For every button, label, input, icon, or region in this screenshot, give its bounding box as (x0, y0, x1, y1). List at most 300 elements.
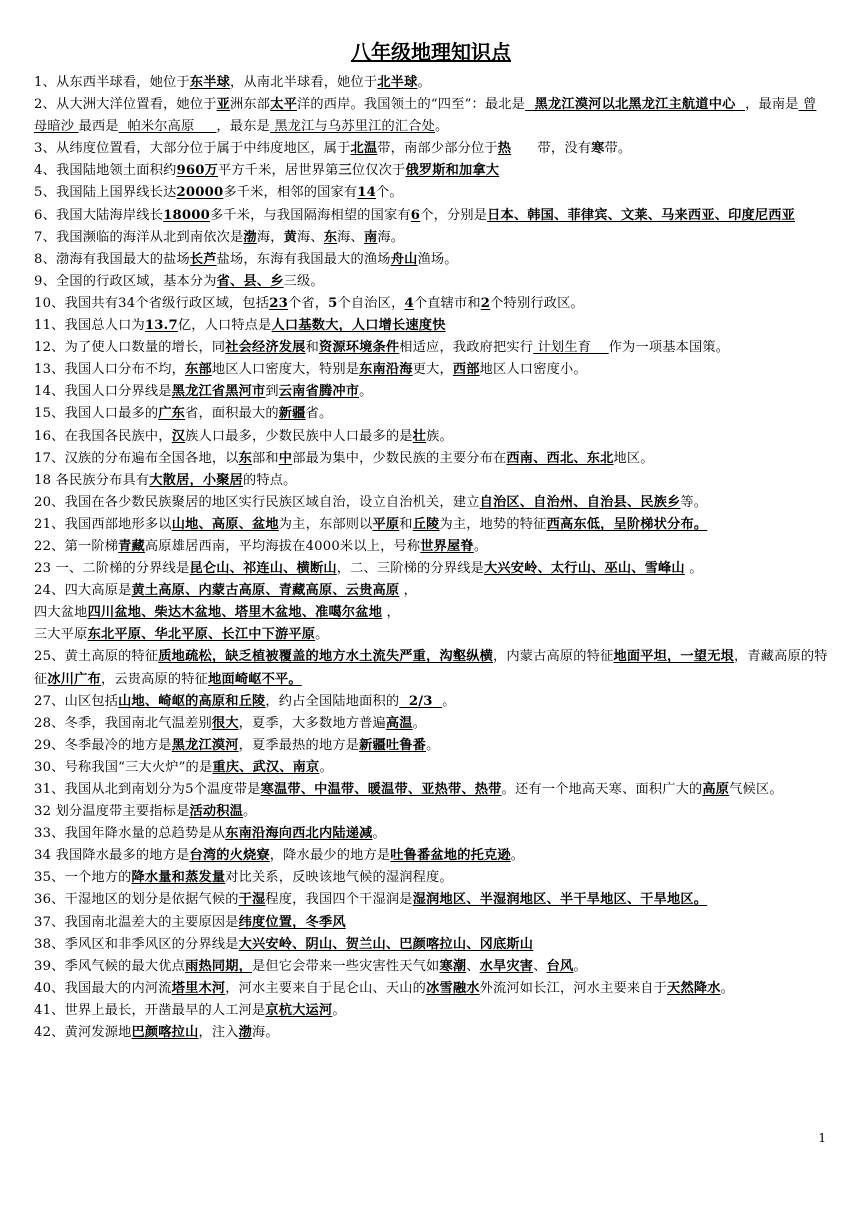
answer-text: 地面平坦，一望无垠 (613, 649, 734, 665)
question-text: 冬季，我国南北气温差别 (64, 715, 212, 731)
item-number: 29、 (34, 737, 65, 753)
question-text: 。 (510, 848, 525, 864)
item-number: 13、 (34, 362, 65, 378)
knowledge-point (34, 1022, 828, 1044)
item-number: 18 (34, 472, 56, 488)
document-title: 八年级地理知识点 (351, 40, 511, 64)
question-text: 为主，地势的特征 (439, 516, 547, 532)
knowledge-point (34, 912, 828, 934)
item-number: 24、 (34, 583, 65, 599)
answer-text: 舟山 (390, 251, 418, 267)
answer-text: 高原 (702, 782, 730, 797)
question-text: 四大高原是 (64, 583, 132, 599)
answer-text: 东南沿海 (359, 362, 413, 378)
question-text: 亿，人口特点是 (177, 318, 272, 334)
question-text: ，内蒙古高原的特征 (492, 649, 614, 665)
question-text: 渤海有我国最大的盐场 (55, 251, 190, 267)
question-text: 我国从北到南划分为5个温度带是 (64, 782, 261, 797)
question-text: 位仅次于 (351, 163, 406, 179)
question-text: 季风气候的最大优点 (64, 958, 186, 974)
item-number: 17、 (34, 450, 65, 466)
knowledge-point (34, 249, 828, 271)
knowledge-point (34, 713, 828, 735)
answer-text: 4 (404, 295, 414, 311)
item-number: 36、 (34, 892, 65, 908)
item-number: 32 (34, 804, 56, 820)
answer-text: 北温 (350, 141, 378, 157)
question-text: 。 (435, 119, 449, 135)
answer-text: 人口基数大，人口增长速度快 (271, 318, 446, 334)
answer-text: 13.7 (144, 318, 178, 334)
question-text: 在我国各民族中， (64, 428, 172, 444)
question-text: 。 (412, 715, 427, 731)
knowledge-point (34, 889, 828, 911)
answer-text: 云南省腾冲市 (278, 384, 360, 400)
question-text: 我国濒临的海洋从北到南依次是 (55, 229, 244, 245)
answer-text: 计划生育 (533, 340, 609, 356)
item-number: 5、 (34, 185, 56, 201)
knowledge-point (34, 381, 828, 403)
answer-text: 三 (338, 163, 352, 179)
question-text: 我国年降水量的总趋势是从 (64, 826, 226, 842)
question-text: ，河水主要来自于昆仑山、天山的 (225, 980, 427, 996)
item-number: 27、 (34, 693, 65, 709)
question-text: 汉族的分布遍布全国各地，以 (64, 450, 239, 466)
knowledge-point (34, 227, 828, 249)
question-text: 个。 (376, 185, 403, 201)
item-number: 35、 (34, 870, 65, 886)
question-text: 海、 (296, 229, 324, 245)
answer-text: 14 (357, 185, 377, 201)
answer-text: 热 (497, 141, 512, 157)
answer-text: 新疆 (278, 406, 306, 422)
answer-text: 23 (269, 295, 288, 311)
knowledge-point (34, 757, 828, 779)
question-text: 第一阶梯 (64, 538, 119, 554)
question-text: ，最东是 (216, 119, 270, 135)
question-text: 。 (417, 75, 431, 90)
answer-text: 台湾的火烧寮 (189, 848, 270, 864)
question-text: 我国大陆海岸线长 (55, 207, 164, 223)
knowledge-point (34, 182, 828, 204)
item-number: 30、 (34, 759, 65, 775)
knowledge-point (34, 514, 828, 536)
question-text: 从纬度位置看，大部分位于属于中纬度地区，属于 (55, 141, 351, 157)
knowledge-point (34, 359, 828, 381)
question-text: 带，没有 (511, 141, 592, 157)
question-text: 省，面积最大的 (185, 406, 279, 422)
question-text: 部最为集中，少数民族的主要分布在 (292, 450, 507, 466)
answer-text: 太平 (270, 97, 297, 113)
knowledge-point (34, 271, 828, 293)
knowledge-point (34, 602, 828, 624)
answer-text: 壮 (412, 428, 427, 444)
knowledge-points-list (34, 72, 828, 1044)
question-text: 山区包括 (64, 693, 119, 709)
answer-text: 湿润地区、半湿润地区、半干旱地区、干旱地区。 (412, 892, 708, 908)
question-text: ， (382, 605, 400, 621)
answer-text: 台风 (546, 958, 574, 974)
answer-text: 5 (328, 295, 338, 311)
answer-text: 青藏 (118, 538, 145, 554)
question-text: ，二、三阶梯的分界线是 (336, 561, 484, 577)
question-text: 和 (305, 340, 319, 356)
item-number: 39、 (34, 958, 65, 974)
answer-text: 黄 (283, 229, 297, 245)
answer-text: 冰川广布 (47, 671, 101, 687)
answer-text: 冰雪融水 (426, 980, 480, 996)
question-text: 外流河如长江，河水主要来自于 (479, 980, 668, 996)
knowledge-point (34, 801, 828, 823)
item-number: 41、 (34, 1002, 65, 1018)
item-number: 22、 (34, 538, 65, 554)
question-text: 一个地方的 (64, 870, 132, 886)
question-text: 的特点。 (243, 472, 297, 488)
item-number: 1、 (34, 75, 56, 90)
answer-text: 俄罗斯和加拿大 (405, 163, 500, 179)
question-text: 。 (684, 561, 703, 577)
answer-text: 960万 (176, 163, 218, 179)
question-text: 程度，我国四个干湿润是 (265, 892, 413, 908)
question-text: 洲东部 (230, 97, 271, 113)
answer-text: 日本、韩国、菲律宾、文莱、马来西亚、印度尼西亚 (487, 207, 796, 223)
item-number: 8、 (34, 251, 56, 267)
question-text: 海， (256, 229, 284, 245)
question-text: 三大平原 (34, 627, 88, 643)
question-text: 个，分别是 (420, 207, 488, 223)
answer-text: 雨热同期， (185, 958, 253, 974)
item-number: 23 (34, 561, 56, 577)
question-text: 等。 (680, 494, 708, 510)
knowledge-point (34, 315, 828, 337)
question-text: 。 (243, 804, 257, 820)
answer-text: 降水量和蒸发量 (131, 870, 226, 886)
question-text: ，降水最少的地方是 (269, 848, 391, 864)
question-text: 我国陆地领土面积约 (55, 163, 177, 179)
knowledge-point (34, 845, 828, 867)
answer-text: 西南、西北、东北 (506, 450, 614, 466)
question-text: 。 (315, 627, 329, 643)
question-text: 我国在各少数民族聚居的地区实行民族区域自治，设立自治机关，建立 (64, 494, 480, 510)
question-text: 洋的西岸。我国领土的“四至”：最北是 (296, 97, 526, 113)
answer-text: 很大 (211, 715, 239, 731)
answer-text: 寒潮 (439, 958, 467, 974)
question-text: 冬季最冷的地方是 (64, 737, 172, 753)
question-text: 个直辖市和 (413, 295, 481, 311)
answer-text: 2 (480, 295, 491, 311)
answer-text: 重庆、武汉、南京 (212, 759, 320, 775)
question-text: 海。 (377, 229, 405, 245)
question-text: 。 (426, 737, 440, 753)
item-number: 15、 (34, 406, 65, 422)
question-text: 干湿地区的划分是依据气候的 (64, 892, 239, 908)
question-text: 作为一项基本国策。 (608, 340, 730, 356)
knowledge-point (34, 160, 828, 182)
question-text: 为了使人口数量的增长，同 (64, 340, 226, 356)
answer-text: 渤 (238, 1025, 253, 1041)
question-text: 季风区和非季风区的分界线是 (64, 936, 239, 952)
item-number: 31、 (34, 782, 65, 797)
knowledge-point (34, 403, 828, 425)
question-text: 到 (265, 384, 279, 400)
item-number: 12、 (34, 340, 65, 356)
knowledge-point (34, 448, 828, 470)
question-text: 我国西部地形多以 (64, 516, 172, 532)
answer-text: 山地、高原、盆地 (171, 516, 279, 532)
knowledge-point (34, 646, 828, 690)
question-text: 我国陆上国界线长达 (55, 185, 177, 201)
question-text: 族。 (426, 428, 453, 444)
knowledge-point (34, 72, 828, 94)
knowledge-point (34, 94, 828, 138)
question-text: 地区。 (613, 450, 654, 466)
question-text: 、 (466, 958, 480, 974)
question-text: 带，南部少部分位于 (377, 141, 498, 157)
question-text: 带。 (604, 141, 632, 157)
question-text: 。 (473, 538, 488, 554)
question-text: 。 (359, 384, 373, 400)
question-text: 号称我国“三大火炉”的是 (64, 759, 213, 775)
answer-text: 活动积温 (189, 804, 244, 820)
question-text: 平方千米，居世界第 (218, 163, 339, 179)
answer-text: 东部 (185, 362, 212, 378)
question-text: 海、 (337, 229, 364, 245)
knowledge-point (34, 1000, 828, 1022)
answer-text: 黑龙江漠河 (171, 737, 239, 753)
knowledge-point (34, 779, 828, 801)
item-number: 37、 (34, 914, 65, 930)
answer-text: 大散居，小聚居 (149, 472, 244, 488)
question-text: 。 (319, 759, 333, 775)
question-text: 。 (332, 1002, 346, 1018)
answer-text: 自治区、自治州、自治县、民族乡 (479, 494, 681, 510)
question-text: 一、二阶梯的分界线是 (55, 561, 190, 577)
question-text: 从东西半球看，她位于 (55, 75, 190, 90)
item-number: 11、 (34, 318, 65, 334)
question-text: 我国人口分界线是 (64, 384, 172, 400)
question-text: 对比关系，反映该地气候的湿润程度。 (225, 870, 453, 886)
answer-text: 汉 (171, 428, 186, 444)
knowledge-point (34, 138, 828, 160)
question-text: 是但它会带来一些灾害性天气如 (252, 958, 440, 974)
answer-text: 山地、崎岖的高原和丘陵 (118, 693, 266, 709)
answer-text: 塔里木河 (171, 980, 226, 996)
question-text: 我国人口分布不均， (64, 362, 186, 378)
knowledge-point (34, 536, 828, 558)
question-text: ，夏季最热的地方是 (238, 737, 360, 753)
item-number: 42、 (34, 1025, 65, 1041)
item-number: 28、 (34, 715, 65, 731)
answer-text: 中 (278, 450, 293, 466)
question-text: 我国南北温差大的主要原因是 (64, 914, 239, 930)
answer-text: 6 (410, 207, 421, 223)
knowledge-point (34, 426, 828, 448)
question-text: 高原雄居西南，平均海拔在4000米以上，号称 (144, 538, 421, 554)
knowledge-point (34, 337, 828, 359)
question-text: 盐场，东海有我国最大的渔场 (216, 251, 391, 267)
knowledge-point (34, 470, 828, 492)
question-text: ，夏季，大多数地方普遍 (238, 715, 386, 731)
item-number: 9、 (34, 273, 56, 289)
item-number: 14、 (34, 384, 65, 400)
item-number: 16、 (34, 428, 65, 444)
answer-text: 质地疏松，缺乏植被覆盖的地方水土流失严重，沟壑纵横 (158, 649, 493, 665)
question-text: 多千米，与我国隔海相望的国家有 (209, 207, 411, 223)
item-number: 33、 (34, 826, 65, 842)
question-text: 。 (573, 958, 587, 974)
answer-text: 吐鲁番盆地的托克逊 (390, 848, 511, 864)
document-page (34, 40, 828, 1044)
answer-text: 高温 (385, 715, 413, 731)
question-text: 更大， (412, 362, 453, 378)
question-text: 和 (399, 516, 413, 532)
question-text: 黄河发源地 (64, 1025, 132, 1041)
question-text: 地区人口密度小。 (479, 362, 587, 378)
knowledge-point (34, 735, 828, 757)
question-text: 省。 (305, 406, 333, 422)
answer-text: 巴颜喀拉山 (131, 1025, 199, 1041)
question-text: 。 (720, 980, 735, 996)
answer-text: 纬度位置，冬季风 (238, 914, 346, 930)
question-text: 为主，东部则以 (278, 516, 373, 532)
question-text: 我国人口最多的 (64, 406, 159, 422)
question-text: 。还有一个地高天寒、面积广大的 (501, 782, 703, 797)
answer-text: 20000 (176, 185, 224, 201)
question-text: 我国共有34个省级行政区域，包括 (64, 295, 270, 311)
item-number: 38、 (34, 936, 65, 952)
item-number: 40、 (34, 980, 65, 996)
question-text: 我国降水最多的地方是 (55, 848, 190, 864)
answer-text: 长芦 (189, 251, 217, 267)
answer-text: 北半球 (377, 75, 418, 90)
answer-text: 世界屋脊 (420, 538, 474, 554)
item-number: 25、 (34, 649, 65, 665)
answer-text: 平原 (372, 516, 400, 532)
question-text: 地区人口密度大，特别是 (211, 362, 360, 378)
answer-text: 省、县、乡 (216, 273, 284, 289)
question-text: 我国最大的内河流 (64, 980, 172, 996)
question-text: 黄土高原的特征 (64, 649, 159, 665)
question-text: 世界上最长，开凿最早的人工河是 (64, 1002, 266, 1018)
question-text: 四大盆地 (34, 605, 88, 621)
question-text: ，从南北半球看，她位于 (230, 75, 378, 90)
page-number: 1 (818, 1131, 826, 1145)
question-text: ，注入 (198, 1025, 239, 1041)
question-text: 。 (442, 693, 456, 709)
answer-text: 西高东低，呈阶梯状分布。 (546, 516, 708, 532)
answer-text: 大兴安岭、太行山、巫山、雪峰山 (483, 561, 685, 577)
answer-text: 黑龙江漠河以北黑龙江主航道中心 (525, 97, 746, 113)
answer-text: 东半球 (189, 75, 231, 90)
knowledge-point (34, 978, 828, 1000)
question-text: ，约占全国陆地面积的 (265, 693, 400, 709)
answer-text: 18000 (163, 207, 210, 223)
item-number: 4、 (34, 163, 56, 179)
question-text: 气候区。 (729, 782, 783, 797)
answer-text: 东 (238, 450, 253, 466)
question-text: ，最南是 (745, 97, 799, 113)
answer-text: 天然降水 (667, 980, 721, 996)
answer-text: 昆仑山、祁连山、横断山 (189, 561, 337, 577)
knowledge-point (34, 580, 828, 602)
answer-text: 渤 (243, 229, 257, 245)
answer-text: 京杭大运河 (265, 1002, 333, 1018)
item-number: 20、 (34, 494, 65, 510)
answer-text: 寒 (591, 141, 605, 157)
answer-text: 西部 (452, 362, 480, 378)
question-text: 全国的行政区域，基本分为 (55, 273, 217, 289)
answer-text: 丘陵 (412, 516, 440, 532)
answer-text: 东 (323, 229, 338, 245)
answer-text: 干湿 (238, 892, 266, 908)
item-number: 6、 (34, 207, 56, 223)
question-text: 我国总人口为 (64, 318, 145, 334)
knowledge-point (34, 691, 828, 713)
question-text: 相适应，我政府把实行 (399, 340, 534, 356)
question-text: ，云贵高原的特征 (100, 671, 209, 687)
knowledge-point (34, 205, 828, 227)
answer-text: 资源环境条件 (318, 340, 400, 356)
question-text: 族人口最多，少数民族中人口最多的是 (185, 428, 413, 444)
question-text: 部和 (252, 450, 279, 466)
question-text: 个特别行政区。 (490, 295, 584, 311)
answer-text: 东南沿海向西北内陆递减 (225, 826, 373, 842)
knowledge-point (34, 934, 828, 956)
answer-text: 黑龙江与乌苏里江的汇合处 (269, 119, 436, 135)
answer-text: 水旱灾害 (479, 958, 534, 974)
question-text: 从大洲大洋位置看，她位于 (55, 97, 217, 113)
question-text: 多千米，相邻的国家有 (223, 185, 358, 201)
item-number: 34 (34, 848, 56, 864)
answer-text: 寒温带、中温带、暖温带、亚热带、热带 (260, 782, 502, 797)
question-text: ， (399, 583, 418, 599)
knowledge-point (34, 624, 828, 646)
answer-text: 曾母暗沙 (34, 97, 817, 135)
item-number: 3、 (34, 141, 56, 157)
question-text: 、 (533, 958, 547, 974)
answer-text: 大兴安岭、阴山、贺兰山、巴颜喀拉山、冈底斯山 (238, 936, 534, 952)
question-text: 海。 (252, 1025, 279, 1041)
question-text: ，青藏高原的特征 (34, 649, 828, 687)
answer-text: 地面崎岖不平。 (208, 671, 302, 687)
answer-text: 新疆吐鲁番 (359, 737, 427, 753)
answer-text: 社会经济发展 (225, 340, 306, 356)
question-text: 最西是 (78, 119, 119, 135)
knowledge-point (34, 558, 828, 580)
item-number: 21、 (34, 516, 65, 532)
question-text: 划分温度带主要指标是 (55, 804, 190, 820)
item-number: 2、 (34, 97, 56, 113)
knowledge-point (34, 492, 828, 514)
answer-text: 四川盆地、柴达木盆地、塔里木盆地、准噶尔盆地 (87, 605, 383, 621)
question-text: 渔场。 (417, 251, 458, 267)
question-text: 个省， (287, 295, 329, 311)
question-text: 各民族分布具有 (55, 472, 150, 488)
answer-text: 亚 (216, 97, 231, 113)
answer-text: 广东 (158, 406, 186, 422)
answer-text: 黑龙江省黑河市 (171, 384, 266, 400)
knowledge-point (34, 867, 828, 889)
question-text: 。 (372, 826, 386, 842)
item-number: 10、 (34, 295, 65, 311)
knowledge-point (34, 293, 828, 315)
question-text: 个自治区， (337, 295, 405, 311)
answer-text: 南 (363, 229, 378, 245)
answer-text: 黄土高原、内蒙古高原、青藏高原、云贵高原 (131, 583, 400, 599)
answer-text: 2/3 (399, 693, 443, 709)
item-number: 7、 (34, 229, 56, 245)
answer-text: 帕米尔高原 (118, 119, 217, 135)
